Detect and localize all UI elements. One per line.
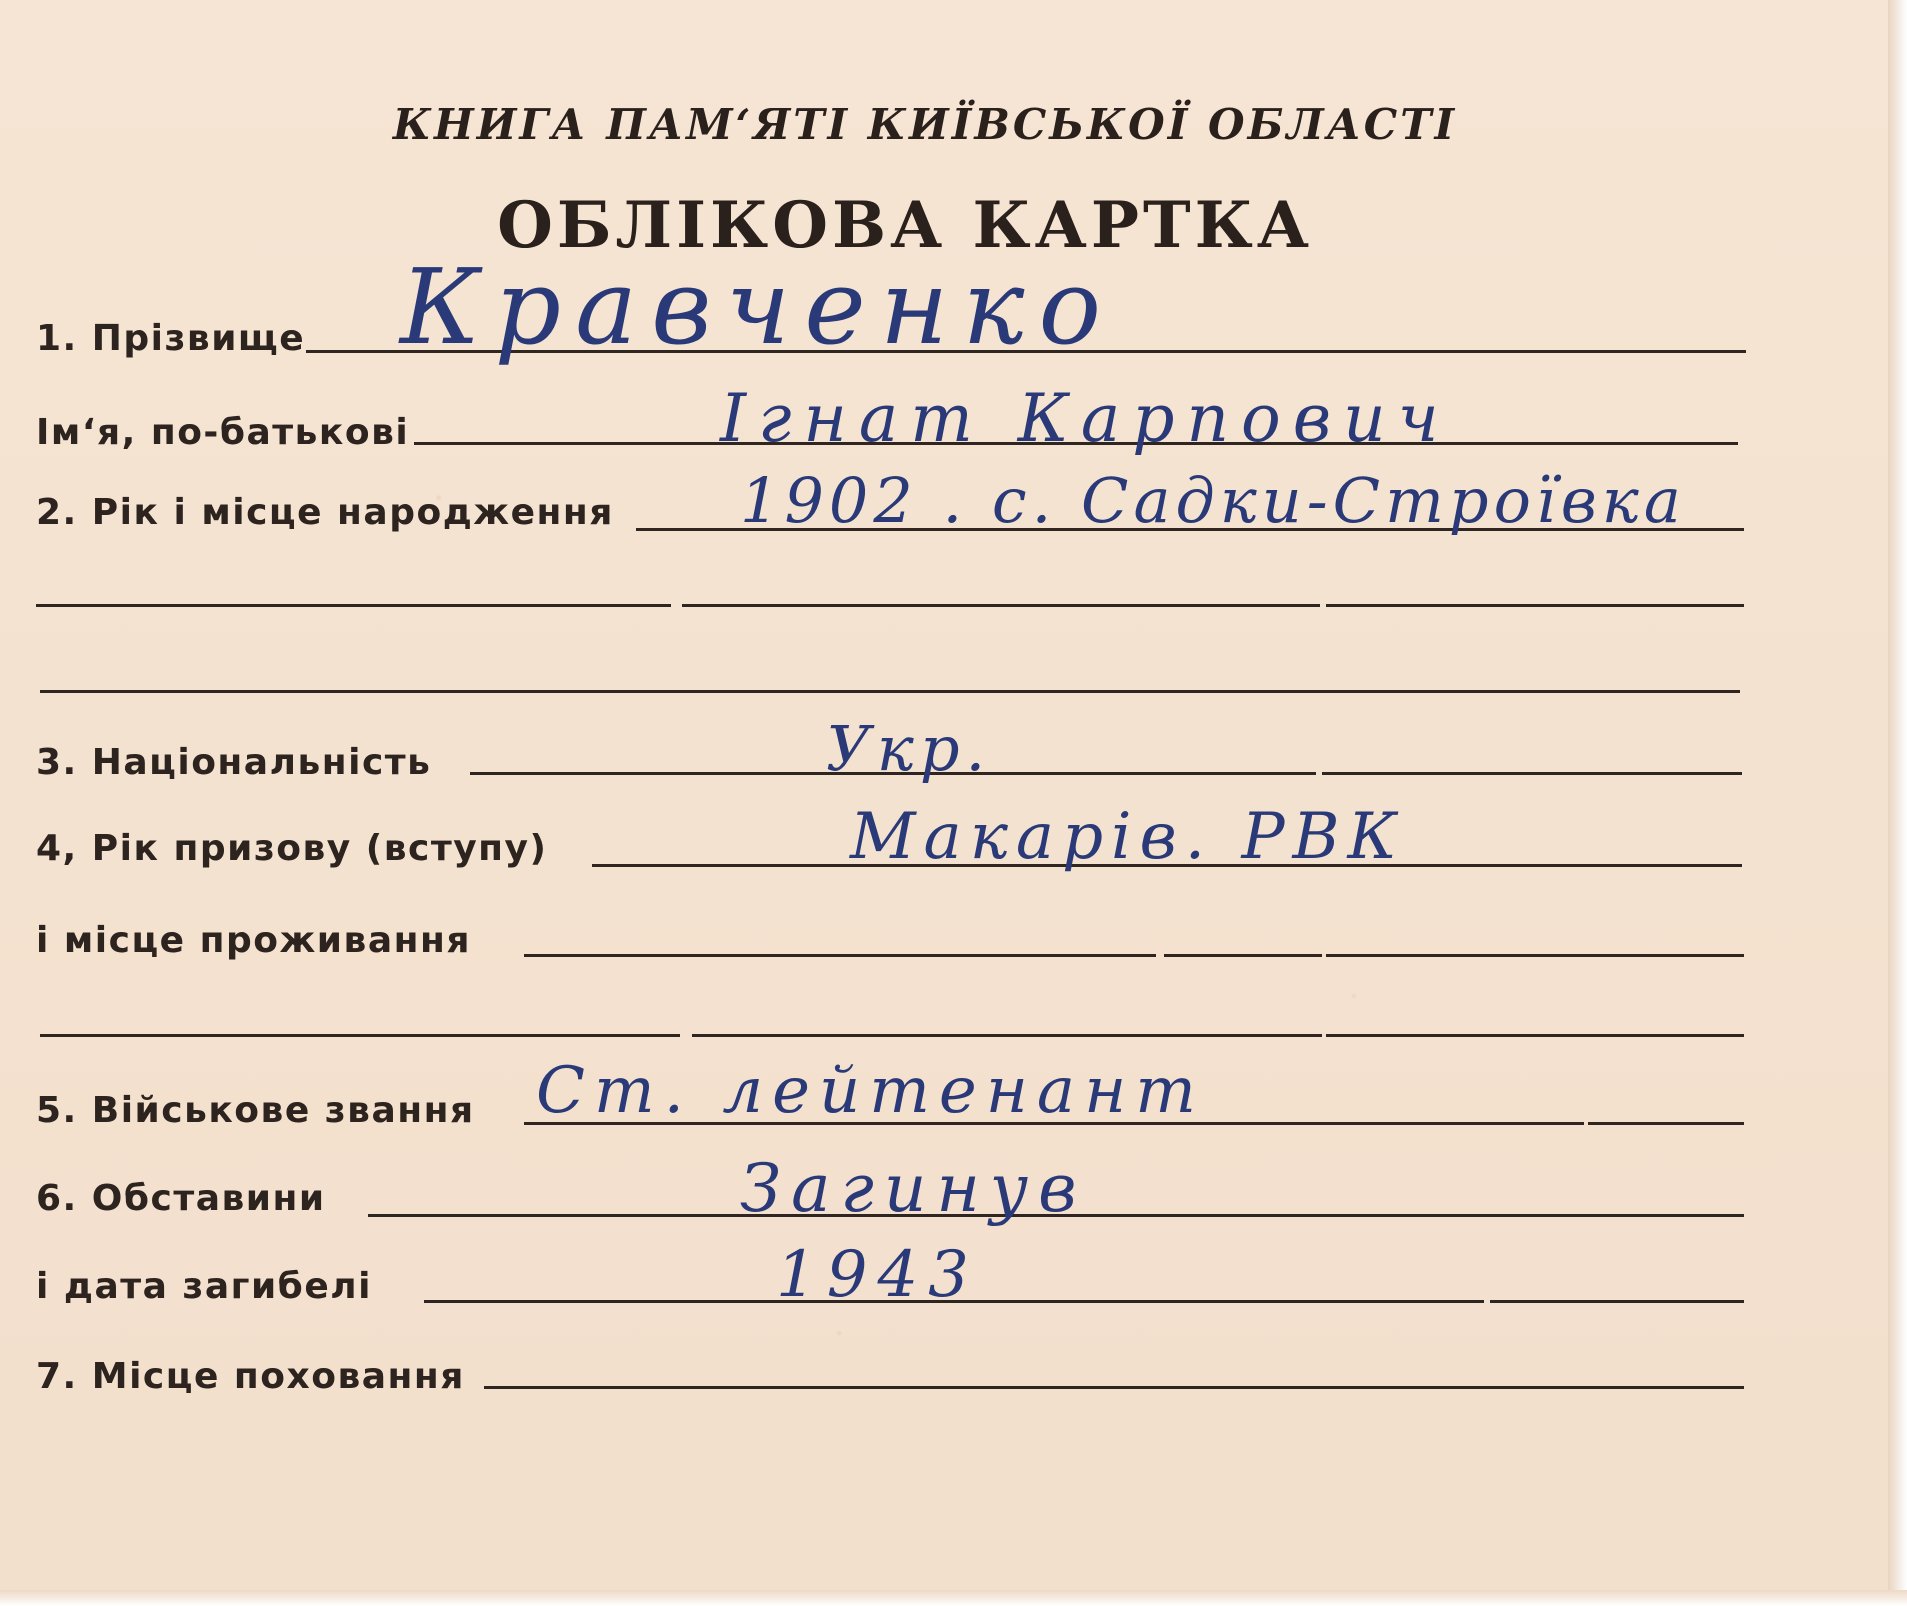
residence-line	[1326, 954, 1744, 957]
name-label: Ім‘я, по-батькові	[36, 412, 410, 453]
blank-line	[40, 690, 1740, 693]
residence-line	[524, 954, 1156, 957]
residence-line	[1164, 954, 1322, 957]
card-edge	[1888, 0, 1907, 1606]
blank-line	[36, 604, 671, 607]
circumstances-label: 6. Обставини	[36, 1178, 326, 1219]
conscription-label: 4, Рік призову (вступу)	[36, 828, 548, 869]
rank-label: 5. Військове звання	[36, 1090, 475, 1131]
surname-value: Кравченко	[400, 246, 1116, 368]
conscription-value: Макарів. РВК	[850, 800, 1406, 874]
blank-line	[682, 604, 1320, 607]
rank-value: Ст. лейтенант	[536, 1054, 1205, 1128]
blank-line	[1326, 604, 1744, 607]
burial-label: 7. Місце поховання	[36, 1356, 465, 1397]
nationality-line	[1322, 772, 1742, 775]
blank-line	[1326, 1034, 1744, 1037]
death-date-value: 1943	[776, 1238, 979, 1312]
circumstances-value: Загинув	[740, 1150, 1087, 1227]
death-date-label: і дата загибелі	[36, 1266, 372, 1307]
death-date-line	[1490, 1300, 1744, 1303]
blank-line	[692, 1034, 1322, 1037]
name-value: Ігнат Карпович	[720, 380, 1451, 457]
card-edge	[0, 1590, 1907, 1606]
rank-line	[1588, 1122, 1744, 1125]
nationality-label: 3. Національність	[36, 742, 432, 783]
nationality-value: Укр.	[826, 712, 992, 785]
surname-label: 1. Прізвище	[36, 318, 306, 359]
residence-label: і місце проживання	[36, 920, 471, 961]
blank-line	[40, 1034, 680, 1037]
card-title: ОБЛІКОВА КАРТКА	[497, 188, 1313, 263]
birth-label: 2. Рік і місце народження	[36, 492, 614, 533]
book-header: КНИГА ПАМ‘ЯТІ КИЇВСЬКОЇ ОБЛАСТІ	[392, 100, 1458, 149]
birth-value: 1902 . с. Садки-Строївка	[740, 464, 1686, 537]
burial-line	[484, 1386, 1744, 1389]
